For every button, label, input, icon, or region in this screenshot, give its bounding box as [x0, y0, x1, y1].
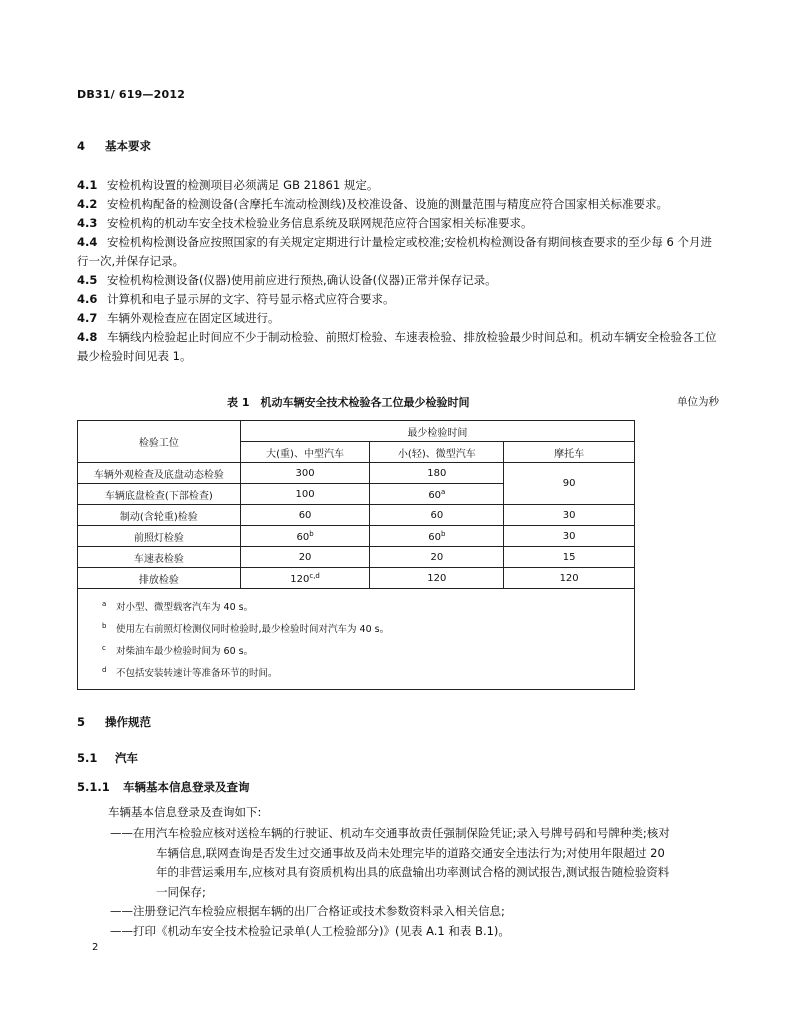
- note-b: $^b$ 使用左右前照灯检测仪同时检验时,最少检验时间对汽车为 40 s。: [102, 622, 390, 635]
- table-1-notes: [78, 589, 635, 690]
- clause-4-3: 4.3 安检机构的机动车安全技术检验业务信息系统及联网规范应符合国家相关标准要求。: [77, 216, 533, 230]
- section-5-1-heading: 5.1 汽车: [77, 751, 138, 765]
- table-1-caption: 表 1 机动车辆安全技术检验各工位最少检验时间: [227, 396, 470, 409]
- clause-4-8: 4.8 车辆线内检验起止时间应不少于制动检验、前照灯检验、车速表检验、排放检验最少时间总和。机动车辆安全检验各工位最少检验时间见表 1。: [77, 330, 717, 363]
- table-row: 前照灯检验 60$^b$ 60$^b$ 30: [78, 526, 635, 547]
- header-motorcycle: 摩托车: [504, 442, 635, 463]
- table-row: 排放检验 120$^{c,d}$ 120 120: [78, 568, 635, 589]
- note-c: $^c$ 对柴油车最少检验时间为 60 s。: [102, 644, 254, 657]
- note-a: $^a$ 对小型、微型载客汽车为 40 s。: [102, 600, 254, 613]
- clause-4-4: 4.4 安检机构检测设备应按照国家的有关规定定期进行计量检定或校准;安检机构检测设备有期间核查要求的至少每 6 个月进行一次,并保存记录。: [77, 235, 712, 268]
- header-station: 检验工位: [78, 421, 241, 463]
- clause-4-6: 4.6 计算机和电子显示屏的文字、符号显示格式应符合要求。: [77, 292, 395, 306]
- clause-4-7: 4.7 车辆外观检查应在固定区域进行。: [77, 311, 280, 325]
- merged-moto-cell: 90: [504, 463, 635, 505]
- dash-list: [110, 824, 670, 941]
- clause-4-1: 4.1 安检机构设置的检测项目必须满足 GB 21861 规定。: [77, 178, 379, 192]
- table-1-unit: 单位为秒: [677, 396, 719, 408]
- section-4-items: [77, 176, 719, 366]
- section-5-title: 操作规范: [105, 715, 151, 729]
- header-min-time: 最少检验时间: [240, 421, 634, 442]
- section-5-heading: [77, 714, 151, 730]
- table-row: 车速表检验 20 20 15: [78, 547, 635, 568]
- section-4-heading: [77, 138, 151, 154]
- clause-4-5: 4.5 安检机构检测设备(仪器)使用前应进行预热,确认设备(仪器)正常并保存记录。: [77, 273, 497, 287]
- standard-code: DB31/ 619—2012: [77, 88, 186, 101]
- list-item: ——在用汽车检验应核对送检车辆的行驶证、机动车交通事故责任强制保险凭证;录入号牌号码和号牌种类;核对车辆信息,联网查询是否发生过交通事故及尚未处理完毕的道路交通安全违法行为;对使用年限超过 20 年的非营运乘用车,应核对具有资质机构出具的底盘输出功率测试合格的测试报告,测试报告随检验资料一同保存;: [110, 826, 670, 899]
- header-small-vehicle: 小(轻)、微型汽车: [370, 442, 504, 463]
- table-1: [77, 420, 635, 690]
- table-1-caption-row: [77, 394, 719, 410]
- header-large-vehicle: 大(重)、中型汽车: [240, 442, 370, 463]
- section-4-title: 基本要求: [105, 139, 151, 153]
- clause-4-2: 4.2 安检机构配备的检测设备(含摩托车流动检测线)及校准设备、设施的测量范围与精度应符合国家相关标准要求。: [77, 197, 668, 211]
- table-row: 车辆外观检查及底盘动态检验 300 180 90: [78, 463, 635, 484]
- section-5-1-1-heading: 5.1.1 车辆基本信息登录及查询: [77, 780, 250, 794]
- table-row: 制动(含轮重)检验 60 60 30: [78, 505, 635, 526]
- section-4-number: 4: [77, 139, 86, 153]
- note-d: $^d$ 不包括安装转速计等准备环节的时间。: [102, 666, 278, 679]
- section-5-1-1-intro: 车辆基本信息登录及查询如下:: [108, 805, 262, 819]
- list-item: ——注册登记汽车检验应根据车辆的出厂合格证或技术参数资料录入相关信息;: [110, 904, 505, 918]
- table-row: 车辆底盘检查(下部检查) 100 60$^a$: [78, 484, 635, 505]
- page-number: 2: [92, 942, 99, 953]
- section-5-number: 5: [77, 715, 86, 729]
- list-item: ——打印《机动车安全技术检验记录单(人工检验部分)》(见表 A.1 和表 B.1)。: [110, 923, 510, 938]
